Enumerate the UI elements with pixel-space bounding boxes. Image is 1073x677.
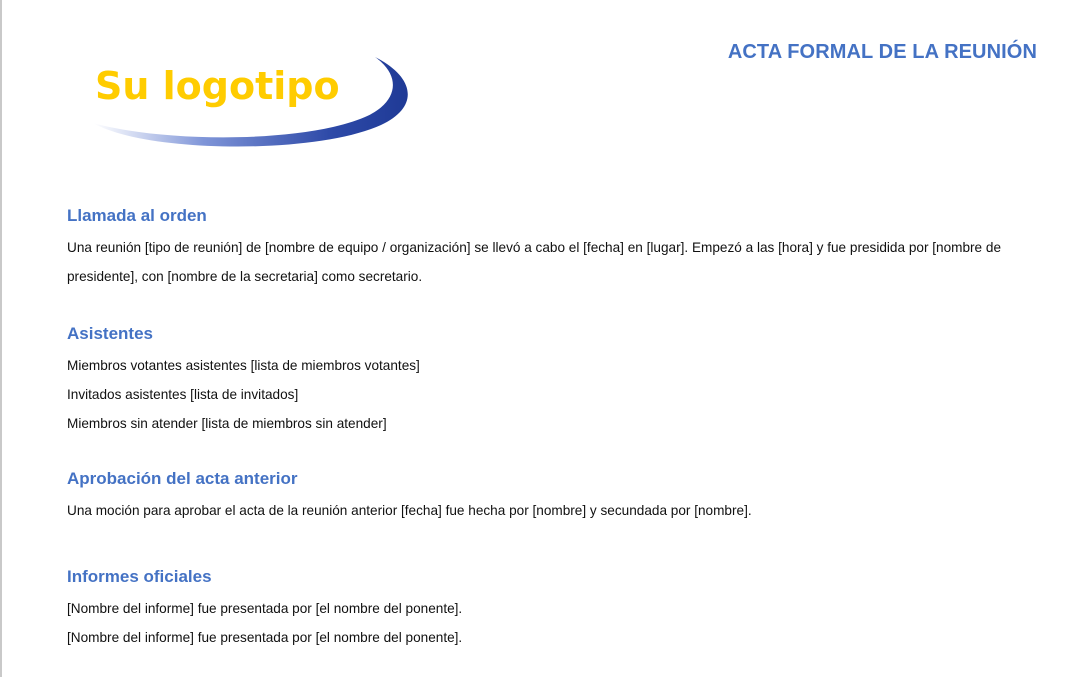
attendees-line-voting-members: Miembros votantes asistentes [lista de miembros votantes] — [67, 358, 420, 373]
attendees-line-absent-members: Miembros sin atender [lista de miembros sin atender] — [67, 416, 387, 431]
logo — [85, 55, 420, 160]
section-attendees — [67, 324, 1027, 438]
section-official-reports — [67, 567, 1027, 652]
attendees-line-guests: Invitados asistentes [lista de invitados] — [67, 387, 299, 402]
section-heading-call-to-order: Llamada al orden — [67, 206, 207, 225]
document-title: ACTA FORMAL DE LA REUNIÓN — [727, 41, 1037, 63]
reports-line: [Nombre del informe] fue presentada por [el nombre del ponente]. — [67, 630, 463, 645]
logo-text: Su logotipo — [95, 64, 340, 108]
logo-swoosh-graphic — [85, 55, 420, 160]
section-body-approval: Una moción para aprobar el acta de la reunión anterior [fecha] fue hecha por [nombre] y secundada por [nombre]. — [67, 503, 752, 518]
section-body-call-to-order: Una reunión [tipo de reunión] de [nombre de equipo / organización] se llevó a cabo el [fecha] en [lugar]. Empezó a las [hora] y fue presidida por [nombre de presidente], con [nombre de la secretaria] como secretario. — [67, 240, 1002, 284]
section-call-to-order — [67, 206, 1027, 291]
reports-line: [Nombre del informe] fue presentada por [el nombre del ponente]. — [67, 601, 463, 616]
section-heading-attendees: Asistentes — [67, 324, 153, 343]
section-heading-reports: Informes oficiales — [67, 567, 212, 586]
page-left-border — [0, 0, 2, 677]
section-heading-approval: Aprobación del acta anterior — [67, 469, 298, 488]
section-approval-previous-minutes — [67, 469, 1027, 525]
